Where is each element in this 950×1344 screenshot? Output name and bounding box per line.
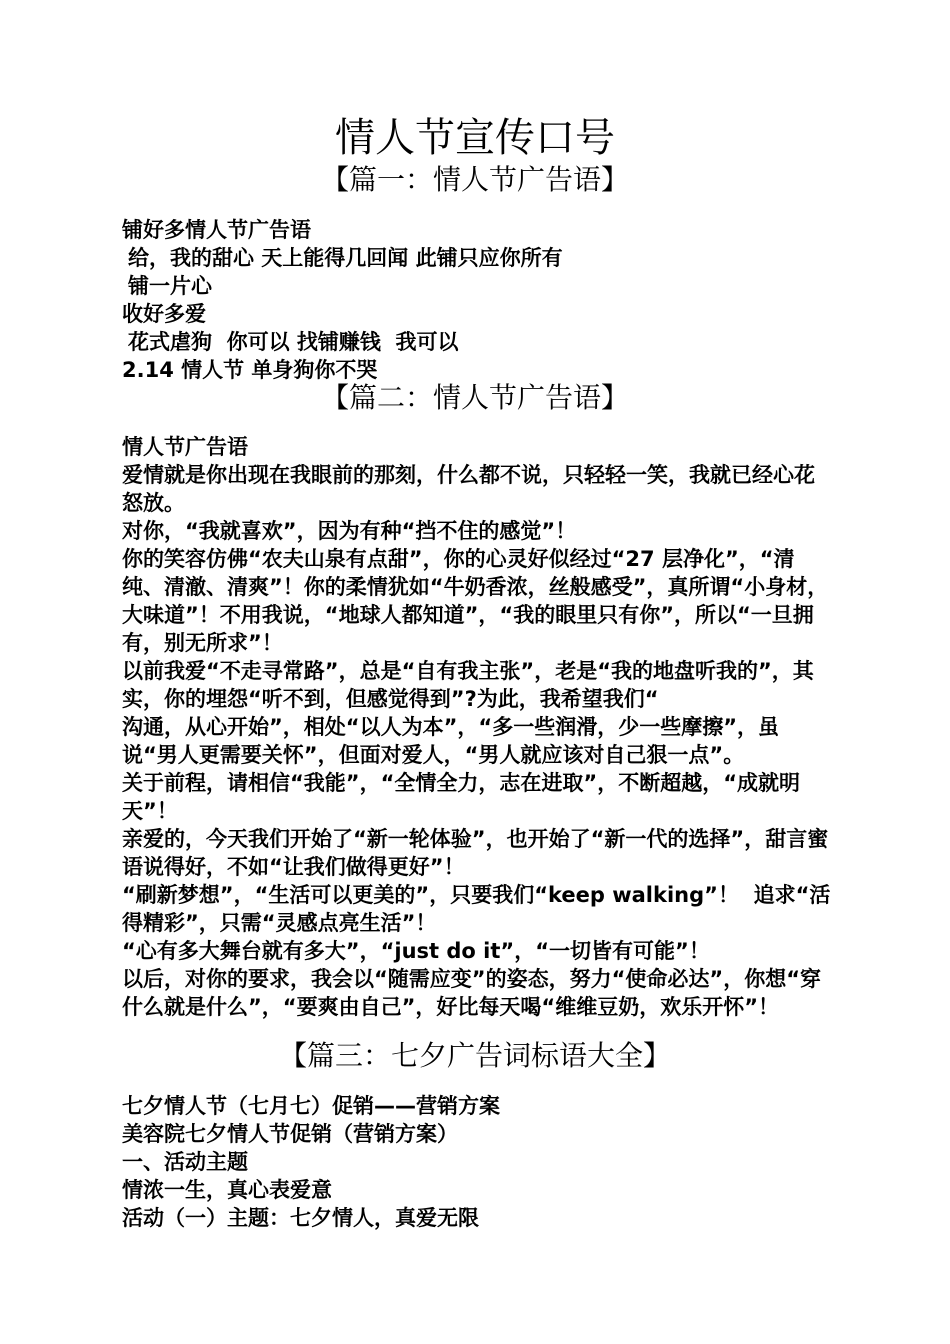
section-3-line: 一、活动主题 <box>122 1150 248 1174</box>
section-2-paragraph: 以前我爱“不走寻常路”，总是“自有我主张”，老是“我的地盘听我的”，其实，你的埋怨“听不到，但感觉得到”?为此，我希望我们“ <box>122 659 814 711</box>
section-3-line: 美容院七夕情人节促销（营销方案） <box>122 1122 458 1146</box>
section-3-heading: 【篇三：七夕广告词标语大全】 <box>278 1039 671 1072</box>
section-2-paragraph: 爱情就是你出现在我眼前的那刻，什么都不说，只轻轻一笑，我就已经心花怒放。 <box>122 463 815 515</box>
section-2-paragraph: 以后，对你的要求，我会以“随需应变”的姿态，努力“使命必达”，你想“穿什么就是什么”，“要爽由自己”，好比每天喝“维维豆奶，欢乐开怀”！ <box>122 967 822 1019</box>
page-title: 情人节宣传口号 <box>335 115 615 161</box>
section-3-line: 活动（一）主题：七夕情人，真爱无限 <box>122 1206 479 1230</box>
section-1-heading: 【篇一：情人节广告语】 <box>320 163 629 196</box>
section-3-line: 情浓一生，真心表爱意 <box>122 1178 332 1202</box>
section-2-body <box>118 433 834 1021</box>
section-2-line: 情人节广告语 <box>122 435 248 459</box>
section-2-heading: 【篇二：情人节广告语】 <box>320 381 629 414</box>
section-1-line: 收好多爱 <box>122 302 206 326</box>
section-2-paragraph: 关于前程，请相信“我能”，“全情全力，志在进取”，不断超越，“成就明天”！ <box>122 771 801 823</box>
section-3-body <box>118 1092 838 1232</box>
section-2-paragraph: 对你，“我就喜欢”，因为有种“挡不住的感觉”！ <box>122 519 577 543</box>
section-1-line: 铺一片心 <box>128 274 212 298</box>
section-2-paragraph: 沟通，从心开始”，相处“以人为本”，“多一些润滑，少一些摩擦”，虽说“男人更需要关怀”，但面对爱人，“男人就应该对自己狠一点”。 <box>122 715 780 767</box>
section-1-line: 给，我的甜心 天上能得几回闻 此铺只应你所有 <box>128 246 563 270</box>
section-2-paragraph: 亲爱的，今天我们开始了“新一轮体验”，也开始了“新一代的选择”，甜言蜜语说得好，不如“让我们做得更好”！ <box>122 827 829 879</box>
section-1-line: 花式虐狗 你可以 找铺赚钱 我可以 <box>128 330 459 354</box>
section-1-line: 2.14 情人节 单身狗你不哭 <box>122 358 378 382</box>
section-2-paragraph: 你的笑容仿佛“农夫山泉有点甜”，你的心灵好似经过“27 层净化”，“清纯、清澈、清爽”！你的柔情犹如“牛奶香浓，丝般感受”，真所谓“小身材，大味道”！不用我说，“地球人都知道”，“我的眼里只有你”，所以“一旦拥有，别无所求”！ <box>122 547 829 655</box>
section-3-line: 七夕情人节（七月七）促销——营销方案 <box>122 1094 500 1118</box>
section-2-paragraph: “刷新梦想”，“生活可以更美的”，只要我们“keep walking”！ 追求“活得精彩”，只需“灵感点亮生活”！ <box>122 883 831 935</box>
section-2-paragraph: “心有多大舞台就有多大”，“just do it”，“一切皆有可能”！ <box>122 939 710 963</box>
section-1-line: 铺好多情人节广告语 <box>122 218 311 242</box>
section-1-body <box>118 216 838 384</box>
